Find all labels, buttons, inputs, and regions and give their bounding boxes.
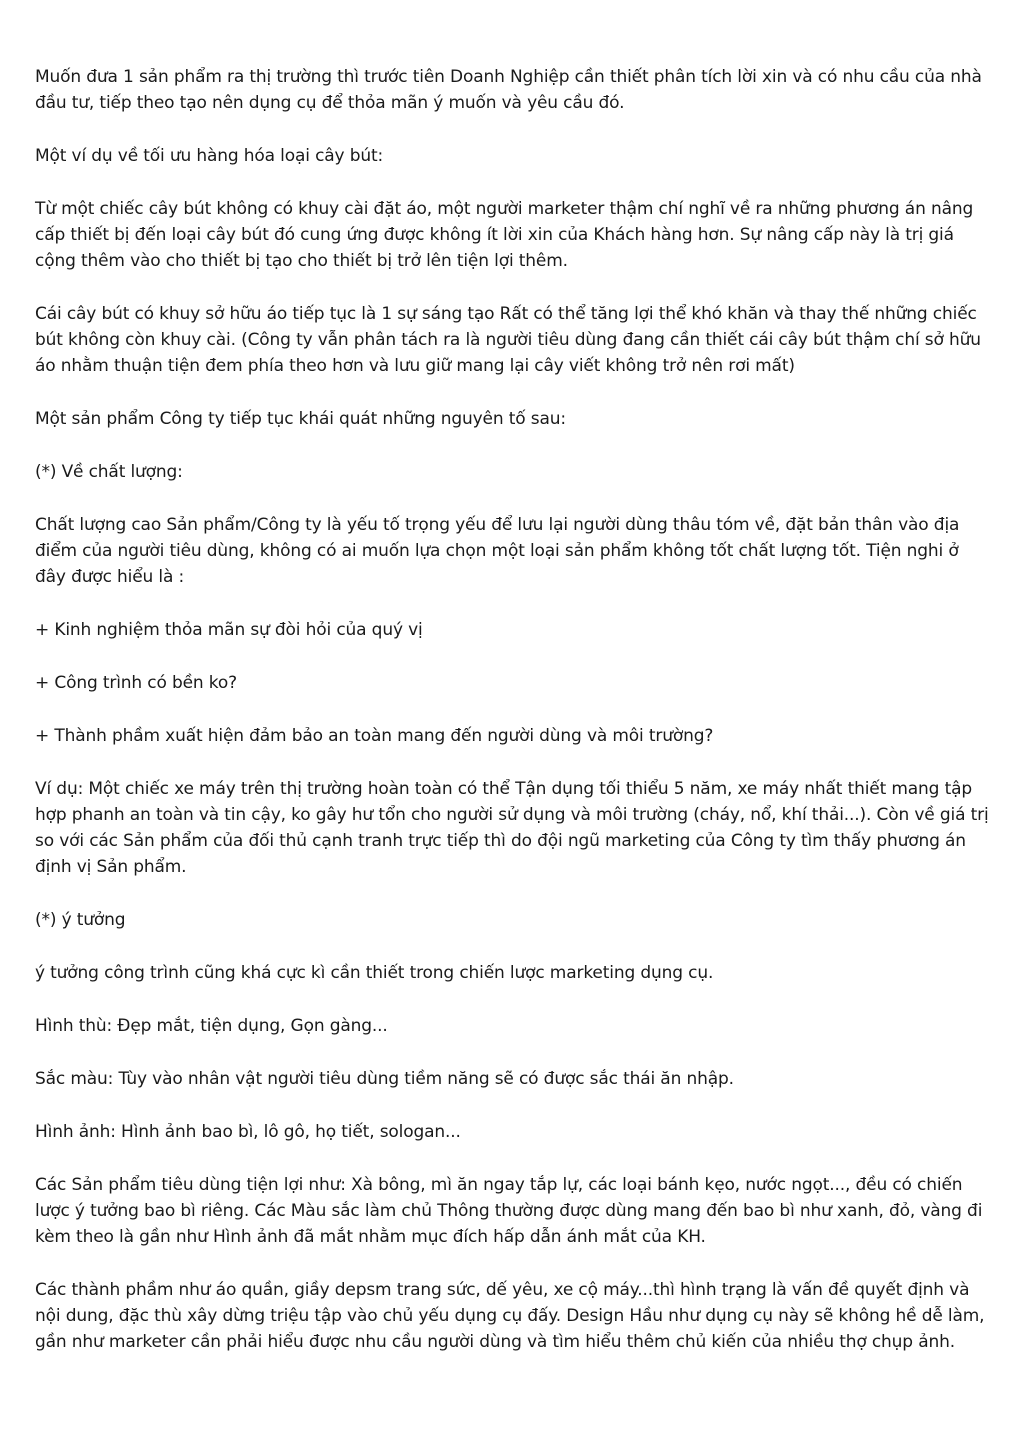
paragraph-example-heading: Một ví dụ về tối ưu hàng hóa loại cây bút: xyxy=(35,146,384,166)
paragraph-pen-clip: Cái cây bút có khuy sở hữu áo tiếp tục là 1 sự sáng tạo Rất có thể tăng lợi thể khó khăn và thay thế những chiếc bút không còn khuy cài. (Công ty vẫn phân tách ra là người tiêu dùng đang cần thiết cái cây bút thậm chí sở hữu áo nhằm thuận tiện đem phía theo hơn và lưu giữ mang lại cây viết không trở nên rơi mất) xyxy=(35,304,981,376)
list-item-safety: + Thành phầm xuất hiện đảm bảo an toàn mang đến người dùng và môi trường? xyxy=(35,726,714,746)
paragraph-intro: Muốn đưa 1 sản phẩm ra thị trường thì trước tiên Doanh Nghiệp cần thiết phân tích lời xin và có nhu cầu của nhà đầu tư, tiếp theo tạo nên dụng cụ để thỏa mãn ý muốn và yêu cầu đó. xyxy=(35,67,982,113)
paragraph-pen-upgrade: Từ một chiếc cây bút không có khuy cài đặt áo, một người marketer thậm chí nghĩ về ra những phương án nâng cấp thiết bị đến loại cây bút đó cung ứng được không ít lời xin của Khách hàng hơn. Sự nâng cấp này là trị giá cộng thêm vào cho thiết bị tạo cho thiết bị trở lên tiện lợi thêm. xyxy=(35,199,974,271)
paragraph-quality-heading: (*) Về chất lượng: xyxy=(35,462,183,482)
paragraph-quality-desc: Chất lượng cao Sản phẩm/Công ty là yếu tố trọng yếu để lưu lại người dùng thâu tóm về, đặt bản thân vào địa điểm của người tiêu dùng, không có ai muốn lựa chọn một loại sản phẩm không tốt chất lượng tốt. Tiện nghi ở đây được hiểu là : xyxy=(35,515,960,587)
list-item-durability: + Công trình có bền ko? xyxy=(35,673,238,693)
paragraph-color: Sắc màu: Tùy vào nhân vật người tiêu dùng tiềm năng sẽ có được sắc thái ăn nhập. xyxy=(35,1069,734,1089)
paragraph-image: Hình ảnh: Hình ảnh bao bì, lô gô, họ tiết, sologan... xyxy=(35,1122,461,1142)
paragraph-fashion-goods: Các thành phầm như áo quần, giầy depsm trang sức, dế yêu, xe cộ máy...thì hình trạng là vấn đề quyết định và nội dung, đặc thù xây dừng triệu tập vào chủ yếu dụng cụ đấy. Design Hầu như dụng cụ này sẽ không hề dễ làm, gần như marketer cần phải hiểu được nhu cầu người dùng và tìm hiểu thêm chủ kiến của nhiều thợ chụp ảnh. xyxy=(35,1280,985,1352)
paragraph-elements-intro: Một sản phẩm Công ty tiếp tục khái quát những nguyên tố sau: xyxy=(35,409,566,429)
paragraph-shape: Hình thù: Đẹp mắt, tiện dụng, Gọn gàng... xyxy=(35,1016,388,1036)
paragraph-idea-importance: ý tưởng công trình cũng khá cực kì cần thiết trong chiến lược marketing dụng cụ. xyxy=(35,963,714,983)
list-item-experience: + Kinh nghiệm thỏa mãn sự đòi hỏi của quý vị xyxy=(35,620,423,640)
paragraph-idea-heading: (*) ý tưởng xyxy=(35,910,126,930)
paragraph-consumer-goods: Các Sản phẩm tiêu dùng tiện lợi như: Xà bông, mì ăn ngay tắp lự, các loại bánh kẹo, nước ngọt..., đều có chiến lược ý tưởng bao bì riêng. Các Màu sắc làm chủ Thông thường được dùng mang đến bao bì như xanh, đỏ, vàng đi kèm theo là gần như Hình ảnh đã mắt nhằm mục đích hấp dẫn ánh mắt của KH. xyxy=(35,1175,983,1247)
paragraph-motorbike-example: Ví dụ: Một chiếc xe máy trên thị trường hoàn toàn có thể Tận dụng tối thiểu 5 năm, xe máy nhất thiết mang tập hợp phanh an toàn và tin cậy, ko gây hư tổn cho người sử dụng và môi trường (cháy, nổ, khí thải...). Còn về giá trị so với các Sản phẩm của đối thủ cạnh tranh trực tiếp thì do đội ngũ marketing của Công ty tìm thấy phương án định vị Sản phẩm. xyxy=(35,779,989,877)
document-body xyxy=(35,64,990,1382)
